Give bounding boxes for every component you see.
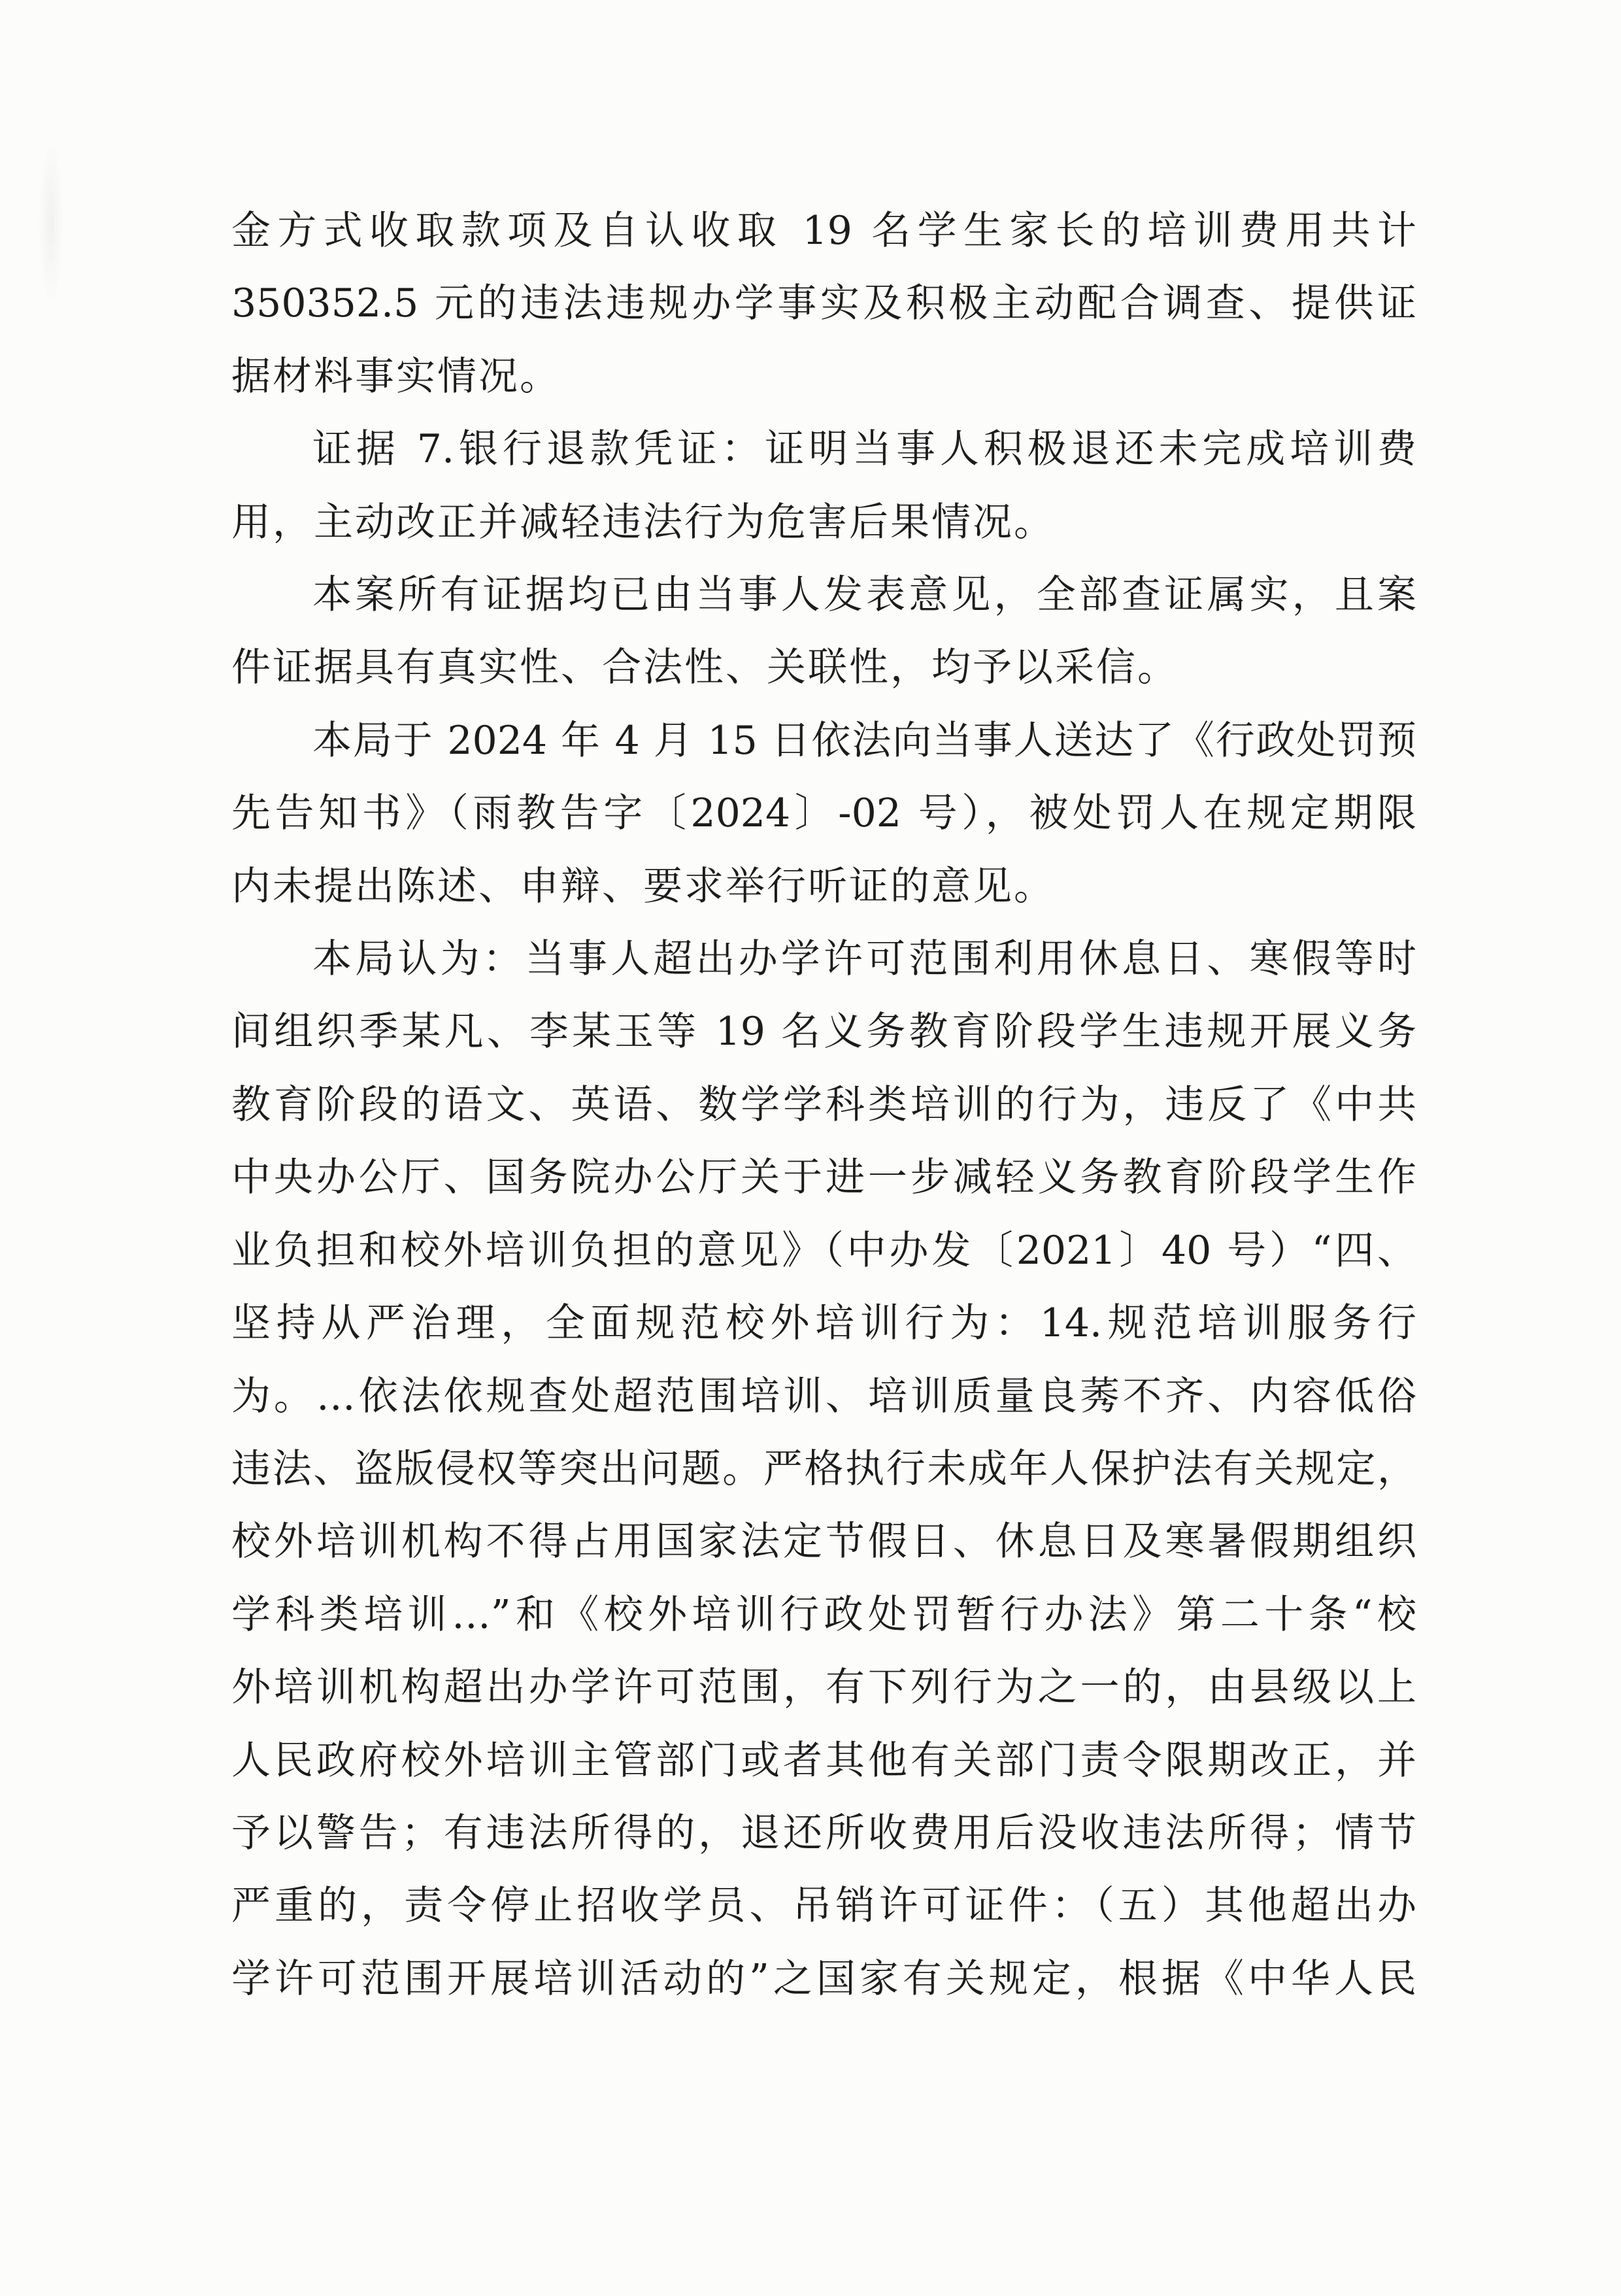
text-line: 业负担和校外培训负担的意见》（中办发〔2021〕40 号）“四、 xyxy=(231,1227,1416,1274)
text-line: 用，主动改正并减轻违法行为危害后果情况。 xyxy=(231,499,1055,545)
text-line: 严重的，责令停止招收学员、吊销许可证件：（五）其他超出办 xyxy=(231,1883,1416,1929)
text-line: 校外培训机构不得占用国家法定节假日、休息日及寒暑假期组织 xyxy=(231,1519,1416,1565)
text-line: 350352.5 元的违法违规办学事实及积极主动配合调查、提供证 xyxy=(231,280,1416,327)
text-line: 先告知书》（雨教告字〔2024〕-02 号），被处罚人在规定期限 xyxy=(231,790,1416,837)
text-line: 据材料事实情况。 xyxy=(231,353,561,399)
text-line: 金方式收取款项及自认收取 19 名学生家长的培训费用共计 xyxy=(231,208,1416,254)
text-line: 违法、盗版侵权等突出问题。严格执行未成年人保护法有关规定， xyxy=(231,1445,1416,1492)
paragraph-notice xyxy=(231,705,1416,923)
text-line: 本案所有证据均已由当事人发表意见，全部查证属实，且案 xyxy=(312,572,1416,618)
text-line: 外培训机构超出办学许可范围，有下列行为之一的，由县级以上 xyxy=(231,1664,1416,1711)
text-line: 本局于 2024 年 4 月 15 日依法向当事人送达了《行政处罚预 xyxy=(312,717,1416,764)
text-line: 为。…依法依规查处超范围培训、培训质量良莠不齐、内容低俗 xyxy=(231,1373,1416,1419)
text-line: 内未提出陈述、申辩、要求举行听证的意见。 xyxy=(231,863,1055,909)
paragraph-continued xyxy=(231,195,1416,413)
text-line: 证据 7.银行退款凭证：证明当事人积极退还未完成培训费 xyxy=(312,426,1416,473)
text-line: 本局认为：当事人超出办学许可范围利用休息日、寒假等时 xyxy=(312,936,1416,983)
text-line: 件证据具有真实性、合法性、关联性，均予以采信。 xyxy=(231,645,1178,691)
text-line: 中央办公厅、国务院办公厅关于进一步减轻义务教育阶段学生作 xyxy=(231,1155,1416,1201)
text-line: 坚持从严治理，全面规范校外培训行为：14.规范培训服务行 xyxy=(231,1300,1416,1347)
paragraph-evidence-7 xyxy=(231,413,1416,559)
text-line: 间组织季某凡、李某玉等 19 名义务教育阶段学生违规开展义务 xyxy=(231,1009,1416,1055)
text-line: 教育阶段的语文、英语、数学学科类培训的行为，违反了《中共 xyxy=(231,1081,1416,1128)
paragraph-evidence-summary xyxy=(231,559,1416,705)
text-line: 学许可范围开展培训活动的”之国家有关规定，根据《中华人民 xyxy=(231,1955,1416,2002)
paragraph-finding xyxy=(231,923,1416,2016)
text-line: 予以警告；有违法所得的，退还所收费用后没收违法所得；情节 xyxy=(231,1810,1416,1856)
text-line: 学科类培训…”和《校外培训行政处罚暂行办法》第二十条“校 xyxy=(231,1591,1416,1638)
scan-artifact xyxy=(38,137,64,307)
document-body xyxy=(231,195,1416,2016)
text-line: 人民政府校外培训主管部门或者其他有关部门责令限期改正，并 xyxy=(231,1737,1416,1783)
